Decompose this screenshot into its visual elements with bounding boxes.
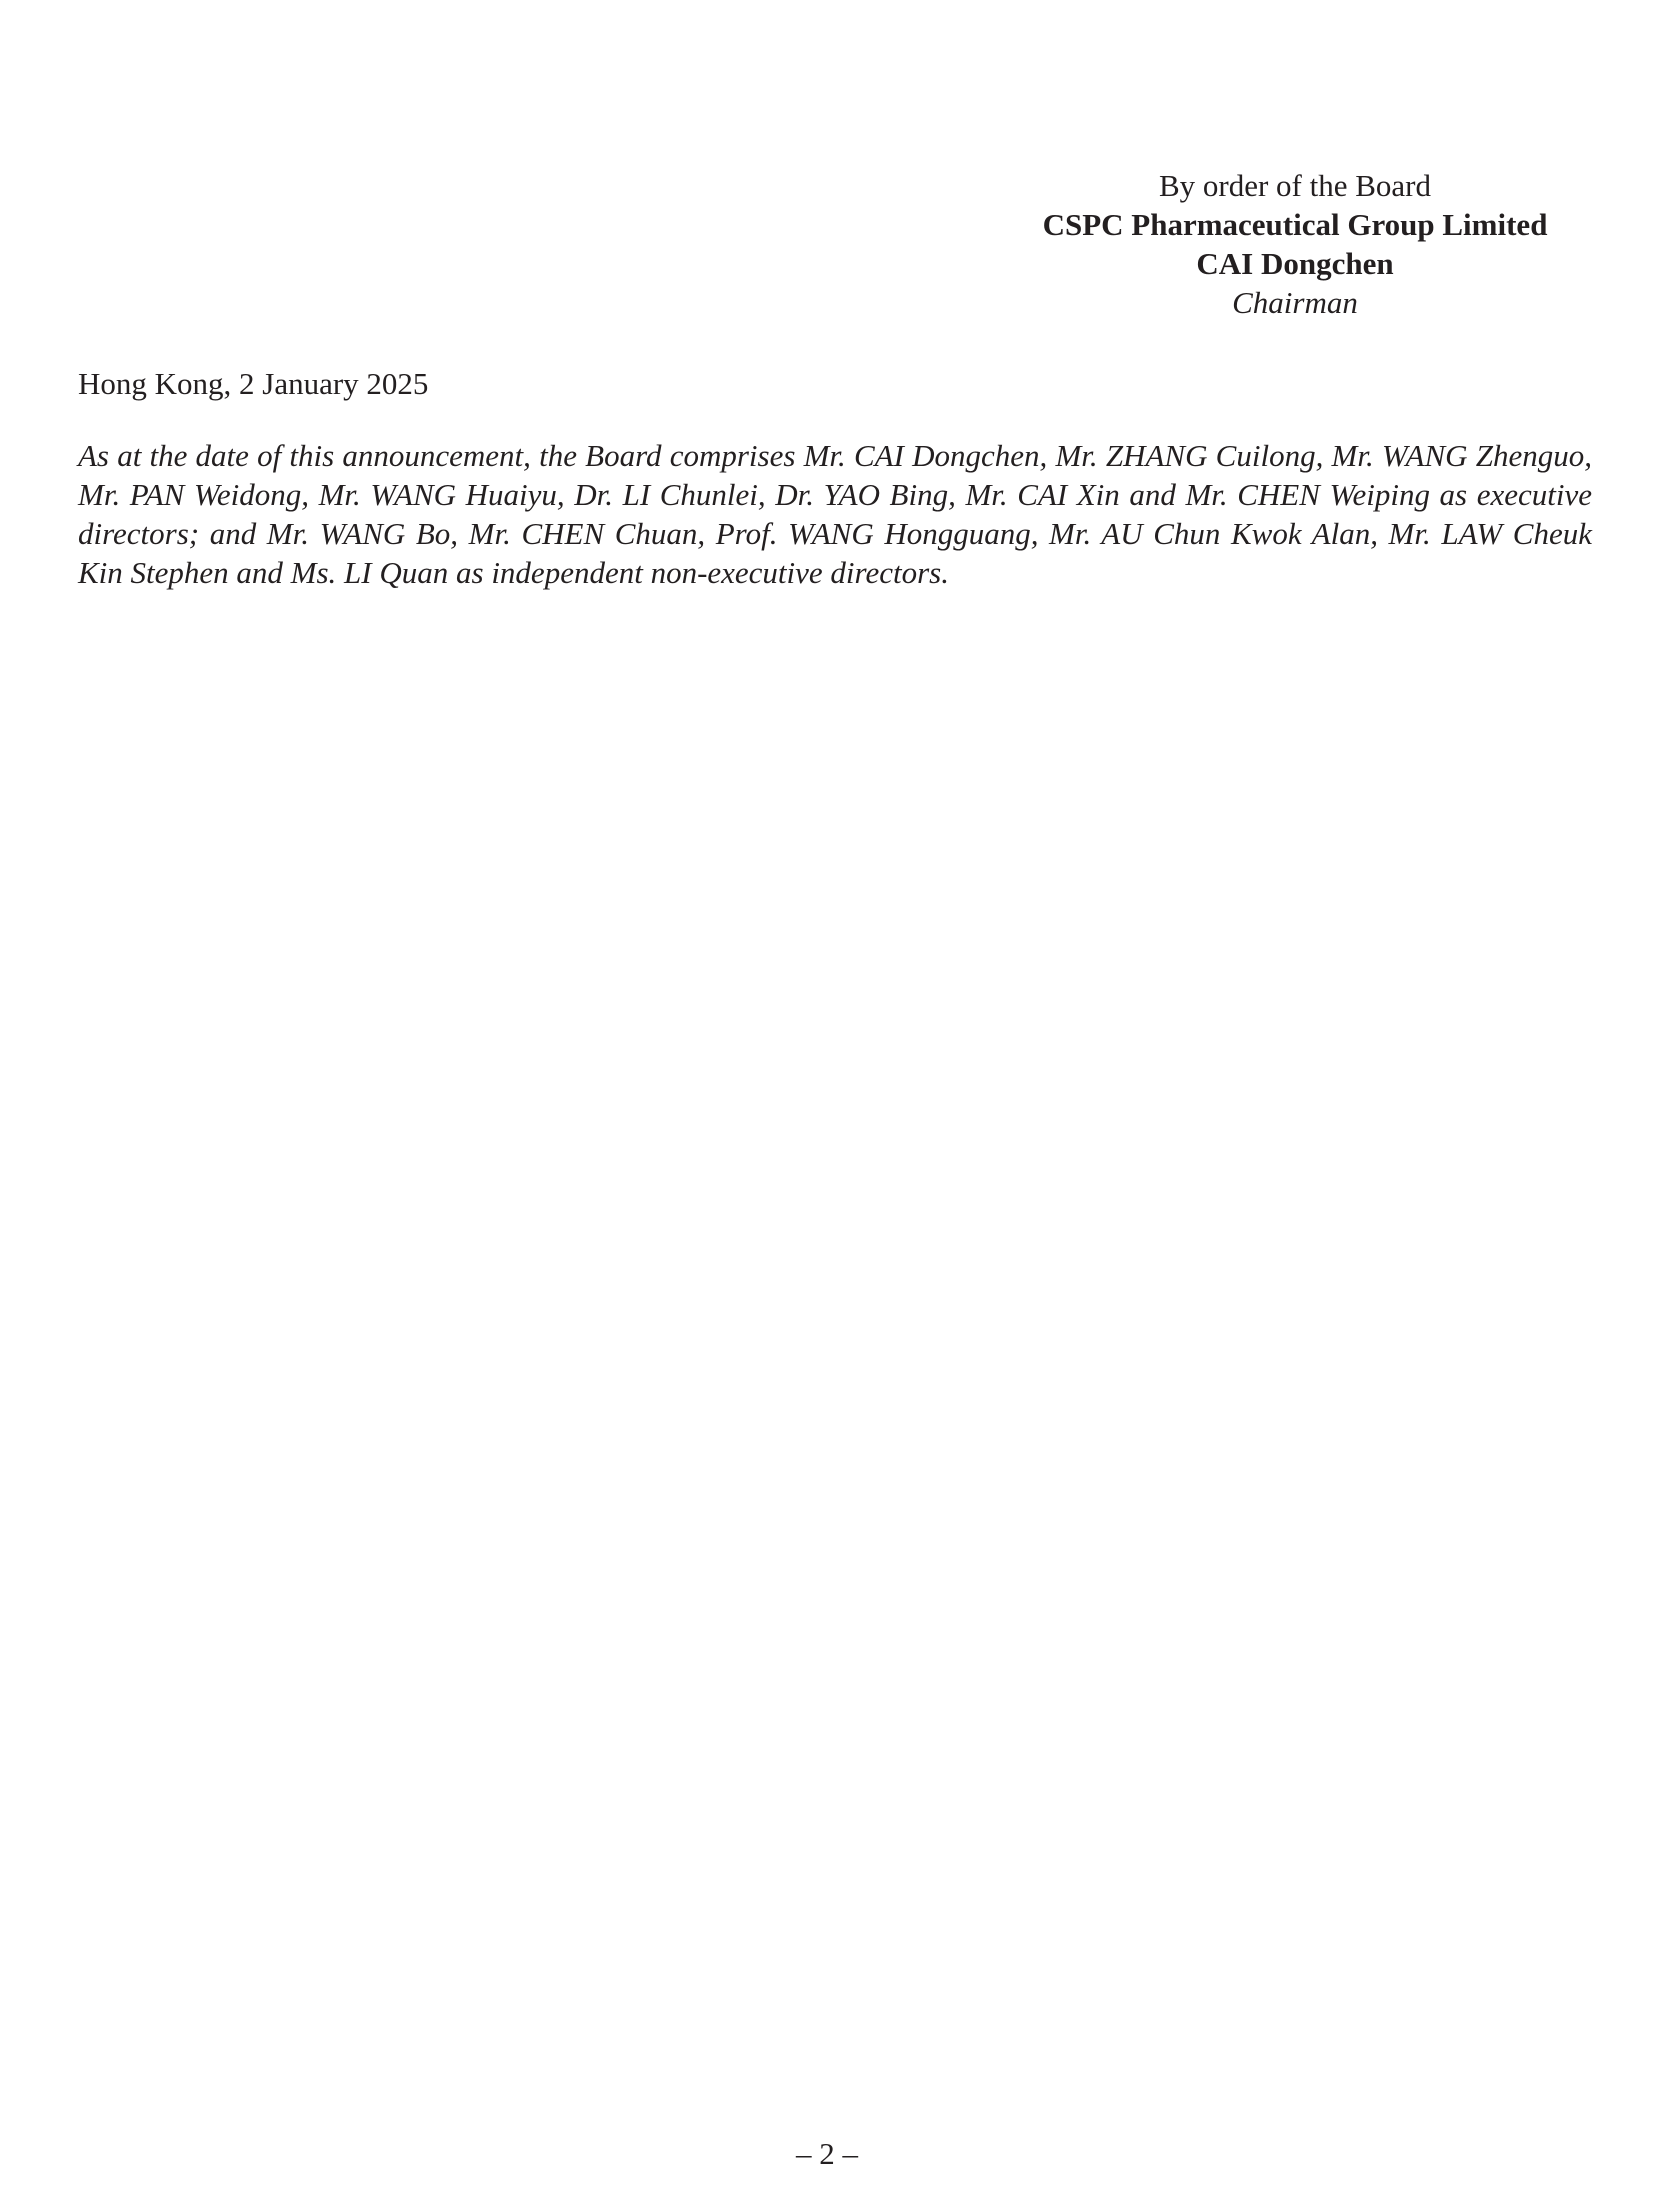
order-line: By order of the Board xyxy=(1158,168,1432,203)
signatory-title: Chairman xyxy=(1232,285,1358,320)
signature-block xyxy=(990,166,1600,322)
date-line: Hong Kong, 2 January 2025 xyxy=(78,366,429,401)
company-name: CSPC Pharmaceutical Group Limited xyxy=(1042,207,1548,242)
page-number: – 2 – xyxy=(796,2136,858,2171)
signatory-name: CAI Dongchen xyxy=(1196,246,1394,281)
board-composition-paragraph: As at the date of this announcement, the Board comprises Mr. CAI Dongchen, Mr. ZHANG Cuilong, Mr. WANG Zhenguo, Mr. PAN Weidong, Mr. WANG Huaiyu, Dr. LI Chunlei, Dr. YAO Bing, Mr. CAI Xin and Mr. CHEN Weiping as executive directors; and Mr. WANG Bo, Mr. CHEN Chuan, Prof. WANG Hongguang, Mr. AU Chun Kwok Alan, Mr. LAW Cheuk Kin Stephen and Ms. LI Quan as independent non-executive directors. xyxy=(78,438,1592,590)
